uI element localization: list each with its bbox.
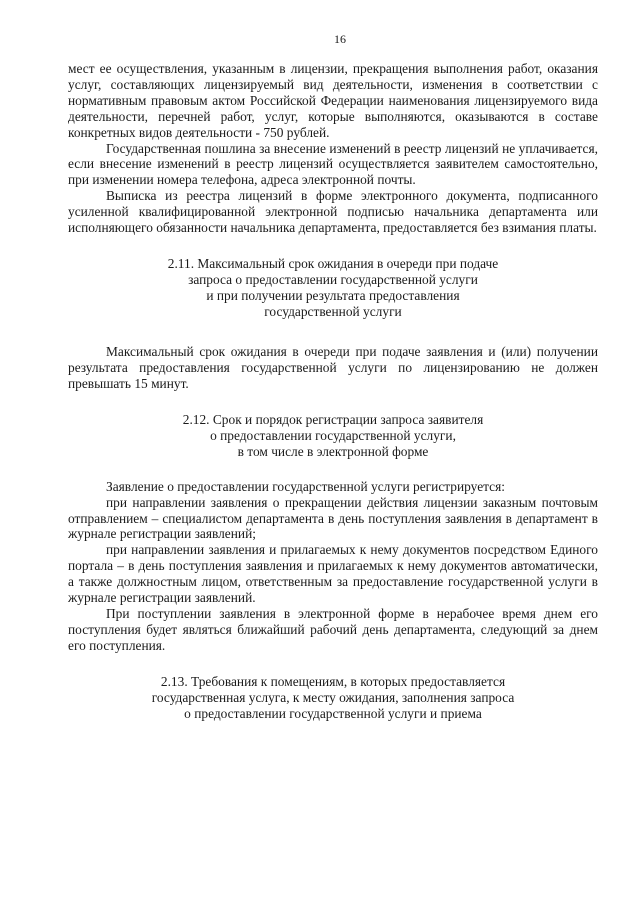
paragraph-max-wait-time: Максимальный срок ожидания в очереди при подаче заявления и (или) получении результата предоставления государственной услуги по лицензированию не должен превышать 15 минут. <box>68 343 598 391</box>
section-heading-2-12: 2.12. Срок и порядок регистрации запроса заявителя о предоставлении государственной услуги, в том числе в электронной форме <box>182 411 484 459</box>
section-heading-2-13: 2.13. Требования к помещениям, в которых предоставляется государственная услуга, к месту ожидания, заполнения запроса о предоставлении государственной услуги и приема <box>151 673 515 721</box>
paragraph-registration-nonworking-time: При поступлении заявления в электронной форме в нерабочее время днем его поступления будет являться ближайший рабочий день департамента, следующий за днем его поступления. <box>68 605 598 653</box>
paragraph-registry-extract: Выписка из реестра лицензий в форме электронного документа, подписанного усиленной квалифицированной электронной подписью начальника департамента или исполняющего обязанности начальника департамента, предоставляется без взимания платы. <box>68 188 598 236</box>
paragraph-registration-intro: Заявление о предоставлении государственной услуги регистрируется: <box>106 478 505 494</box>
paragraph-duty-exemption: Государственная пошлина за внесение изменений в реестр лицензий не уплачивается, если внесение изменений в реестр лицензий осуществляется заявителем самостоятельно, при изменении номера телефона, адреса электронной почты. <box>68 140 598 188</box>
section-heading-2-11: 2.11. Максимальный срок ожидания в очереди при подаче запроса о предоставлении государственной услуги и при получении результата предоставления государственной услуги <box>167 255 499 319</box>
document-page <box>68 32 598 722</box>
paragraph-registration-mail: при направлении заявления о прекращении действия лицензии заказным почтовым отправлением – специалистом департамента в день поступления заявления в департамент в журнале регистрации заявлений; <box>68 494 598 542</box>
paragraph-registration-portal: при направлении заявления и прилагаемых к нему документов посредством Единого портала – в день поступления заявления и прилагаемых к нему документов автоматически, а также должностным лицом, ответственным за предоставление государственной услуги в журнале регистрации заявлений. <box>68 542 598 606</box>
page-number: 16 <box>334 32 346 46</box>
paragraph-fee-750: мест ее осуществления, указанным в лицензии, прекращения выполнения работ, оказания услуг, составляющих лицензируемый вид деятельности, изменения в соответствии с нормативным правовым актом Российской Федерации наименования лицензируемого вида деятельности, перечней работ, услуг, которые выполняются, оказываются в составе конкретных видов деятельности - 750 рублей. <box>68 61 598 140</box>
